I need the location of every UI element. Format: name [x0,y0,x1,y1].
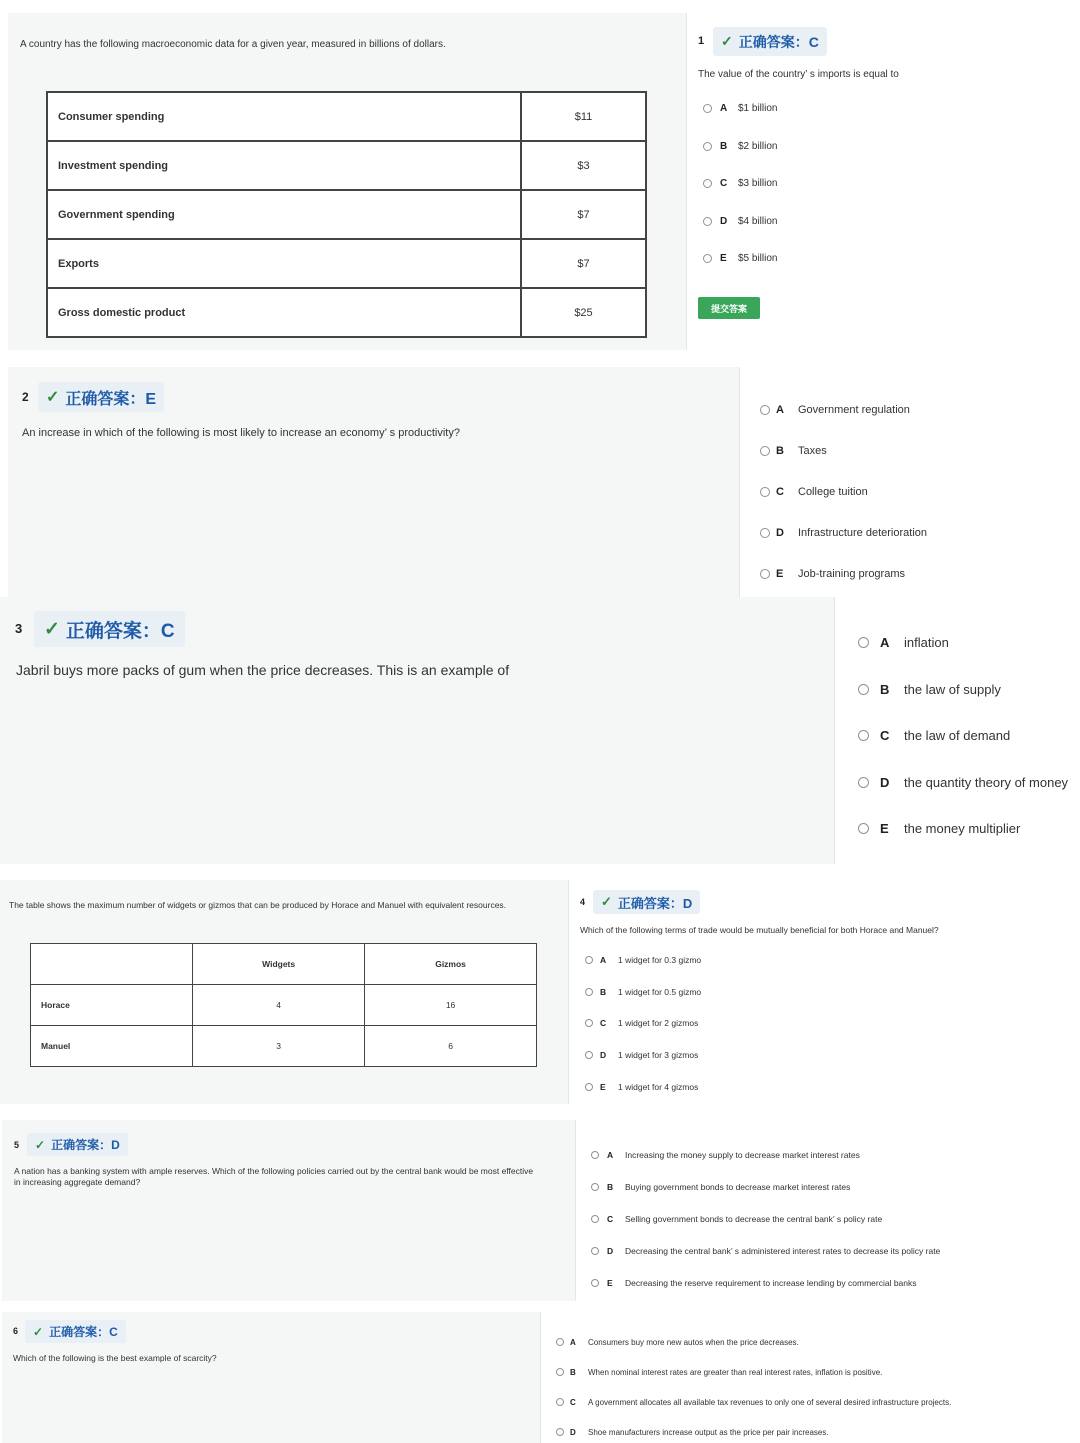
option-text: 1 widget for 0.3 gizmo [618,955,702,965]
option-letter: C [720,178,728,190]
radio-button[interactable] [703,217,712,226]
correct-answer-label: 正确答案：C [65,620,175,642]
table-cell: 3 [193,1026,365,1067]
option-letter: C [600,1018,607,1029]
option-letter: C [776,486,784,498]
correct-answer-label: 正确答案：C [49,1325,118,1339]
option-e[interactable] [703,252,777,265]
table-cell-value: $3 [521,141,646,190]
table-cell [31,944,193,985]
table-cell: Widgets [193,944,365,985]
q1-data-table [46,91,647,338]
option-text: Government regulation [798,404,910,416]
submit-answer-button[interactable]: 提交答案 [698,297,760,319]
option-e[interactable] [760,567,905,581]
option-c[interactable] [760,485,868,499]
option-a[interactable] [858,635,949,650]
option-text: 1 widget for 2 gizmos [618,1018,699,1029]
option-letter: D [776,527,784,539]
option-text: Taxes [798,445,827,457]
radio-button[interactable] [703,104,712,113]
option-a[interactable] [591,1149,860,1161]
radio-button[interactable] [585,1083,593,1091]
question-number: 3 [15,621,23,636]
question-text: Which of the following is the best example of scarcity? [13,1353,217,1363]
radio-button[interactable] [585,988,593,996]
option-c[interactable] [591,1213,882,1225]
table-row [47,141,646,190]
table-row [47,288,646,337]
q4-data-table [30,943,537,1067]
table-cell-value: $7 [521,190,646,239]
radio-button[interactable] [591,1151,599,1159]
question-text: The value of the country’ s imports is equal to [698,69,899,80]
option-b[interactable] [703,140,777,153]
option-letter: A [607,1150,614,1160]
option-d[interactable] [556,1426,829,1438]
option-e[interactable] [858,821,1020,836]
option-letter: B [720,140,728,152]
option-text: the money multiplier [904,821,1021,836]
q2-divider [739,367,740,597]
option-e[interactable] [591,1277,917,1289]
radio-button[interactable] [858,823,869,834]
option-letter: B [607,1182,614,1192]
table-cell: Gizmos [365,944,537,985]
check-icon: ✓ [46,389,60,406]
option-text: Buying government bonds to decrease market interest rates [625,1182,851,1192]
table-row [47,190,646,239]
option-d[interactable] [760,526,927,540]
table-cell-label: Consumer spending [47,92,521,141]
radio-button[interactable] [760,446,770,456]
radio-button[interactable] [585,1051,593,1059]
correct-answer-badge [593,890,700,914]
correct-answer-badge [38,382,164,412]
option-letter: A [600,955,607,965]
option-letter: A [720,103,728,114]
option-text: the law of supply [904,681,1001,697]
radio-button[interactable] [703,254,712,263]
radio-button[interactable] [858,637,869,648]
option-letter: B [776,445,784,457]
radio-button[interactable] [760,569,770,579]
option-text: Consumers buy more new autos when the price decreases. [588,1337,799,1347]
option-letter: E [607,1278,613,1288]
option-text: Job-training programs [798,568,905,580]
table-cell-label: Gross domestic product [47,288,521,337]
question-number: 5 [14,1140,20,1150]
radio-button[interactable] [591,1183,599,1191]
option-letter: D [600,1050,607,1061]
option-a[interactable] [556,1336,799,1348]
radio-button[interactable] [760,487,770,497]
question-number: 1 [698,35,705,47]
question-text: An increase in which of the following is most likely to increase an economy’ s productivity? [22,427,460,439]
table-cell-label: Government spending [47,190,521,239]
radio-button[interactable] [858,730,869,741]
option-a[interactable] [703,102,777,115]
option-text: Decreasing the central bank’ s administered interest rates to decrease its policy rate [625,1246,941,1256]
option-letter: B [600,986,607,997]
option-d[interactable] [585,1049,698,1061]
check-icon: ✓ [44,618,60,640]
option-text: $2 billion [738,140,778,152]
option-b[interactable] [556,1366,882,1378]
option-letter: E [600,1081,606,1092]
radio-button[interactable] [760,405,770,415]
option-d[interactable] [591,1245,940,1257]
option-c[interactable] [858,728,1010,743]
option-letter: C [570,1397,576,1407]
option-text: $3 billion [738,178,778,190]
option-text: $5 billion [738,253,778,265]
option-c[interactable] [556,1396,951,1408]
option-d[interactable] [858,775,1068,790]
correct-answer-badge [34,611,185,647]
option-b[interactable] [858,682,1001,697]
option-b[interactable] [585,986,701,998]
radio-button[interactable] [556,1368,564,1376]
option-text: the law of demand [904,728,1011,743]
question-number: 2 [22,390,29,404]
q5-divider [575,1120,576,1301]
question-text: Which of the following terms of trade would be mutually beneficial for both Horace and Manuel? [580,925,939,935]
question-text: A nation has a banking system with ample reserves. Which of the following policies carried out by the central bank would be most effective in increasing aggregate demand? [14,1166,534,1188]
radio-button[interactable] [585,1019,593,1027]
option-b[interactable] [591,1181,850,1193]
option-letter: A [880,635,890,650]
option-a[interactable] [760,403,910,417]
option-c[interactable] [585,1017,698,1029]
option-text: Increasing the money supply to decrease market interest rates [625,1150,860,1160]
option-text: $1 billion [738,103,778,114]
table-cell-label: Exports [47,239,521,288]
option-letter: C [880,728,890,743]
option-letter: E [880,821,889,836]
radio-button[interactable] [760,528,770,538]
option-letter: E [720,253,727,265]
table-cell: Horace [31,985,193,1026]
option-text: Decreasing the reserve requirement to increase lending by commercial banks [625,1278,917,1288]
option-text: Selling government bonds to decrease the central bank’ s policy rate [625,1214,883,1224]
check-icon: ✓ [33,1324,44,1339]
table-cell-value: $11 [521,92,646,141]
q4-divider [568,880,569,1104]
option-text: A government allocates all available tax revenues to only one of several desired infrastructure projects. [588,1397,952,1407]
radio-button[interactable] [703,142,712,151]
radio-button[interactable] [591,1215,599,1223]
option-letter: D [570,1427,576,1437]
option-c[interactable] [703,177,777,190]
option-a[interactable] [585,954,701,966]
radio-button[interactable] [591,1247,599,1255]
table-cell-label: Investment spending [47,141,521,190]
table-cell: 6 [365,1026,537,1067]
option-text: Infrastructure deterioration [798,527,928,539]
check-icon: ✓ [35,1137,46,1152]
correct-answer-badge [713,27,827,56]
option-b[interactable] [760,444,827,458]
table-cell-value: $25 [521,288,646,337]
q3-divider [834,597,835,864]
option-letter: B [880,681,890,697]
radio-button[interactable] [858,777,869,788]
table-row [31,985,537,1026]
option-letter: A [570,1337,576,1347]
option-text: $4 billion [738,215,778,227]
option-text: 1 widget for 3 gizmos [618,1050,699,1061]
table-cell: 16 [365,985,537,1026]
option-letter: D [607,1246,614,1256]
q4-stimulus: The table shows the maximum number of widgets or gizmos that can be produced by Horace and Manuel with equivalent resources. [9,900,507,910]
table-cell-value: $7 [521,239,646,288]
question-text: Jabril buys more packs of gum when the price decreases. This is an example of [16,662,510,678]
option-d[interactable] [703,215,777,228]
correct-answer-label: 正确答案：E [65,390,157,408]
question-number: 6 [13,1326,19,1336]
option-letter: B [570,1367,576,1377]
table-cell: 4 [193,985,365,1026]
option-text: Shoe manufacturers increase output as the price per pair increases. [588,1427,829,1437]
check-icon: ✓ [601,894,612,909]
table-cell: Manuel [31,1026,193,1067]
table-header-row [31,944,537,985]
table-row [47,92,646,141]
option-letter: A [776,404,784,416]
option-e[interactable] [585,1081,698,1093]
radio-button[interactable] [556,1428,564,1436]
correct-answer-badge [27,1133,128,1156]
q1-stimulus: A country has the following macroeconomic data for a given year, measured in billions of dollars. [20,39,446,50]
radio-button[interactable] [585,956,593,964]
radio-button[interactable] [556,1338,564,1346]
correct-answer-label: 正确答案：D [617,895,693,911]
option-letter: D [720,215,728,227]
correct-answer-label: 正确答案：C [738,33,819,50]
radio-button[interactable] [591,1279,599,1287]
table-row [47,239,646,288]
option-text: inflation [904,635,949,650]
radio-button[interactable] [703,179,712,188]
option-letter: C [607,1214,614,1224]
option-text: the quantity theory of money [904,774,1069,790]
option-text: 1 widget for 4 gizmos [618,1081,699,1092]
radio-button[interactable] [858,684,869,695]
correct-answer-badge [25,1320,126,1343]
option-text: 1 widget for 0.5 gizmo [618,986,702,997]
question-number: 4 [580,897,586,907]
option-text: When nominal interest rates are greater than real interest rates, inflation is positive. [588,1367,883,1377]
check-icon: ✓ [721,33,733,49]
option-letter: D [880,774,890,790]
correct-answer-label: 正确答案：D [51,1138,120,1152]
q6-divider [540,1312,541,1443]
radio-button[interactable] [556,1398,564,1406]
option-text: College tuition [798,486,868,498]
option-letter: E [776,568,784,580]
table-row [31,1026,537,1067]
